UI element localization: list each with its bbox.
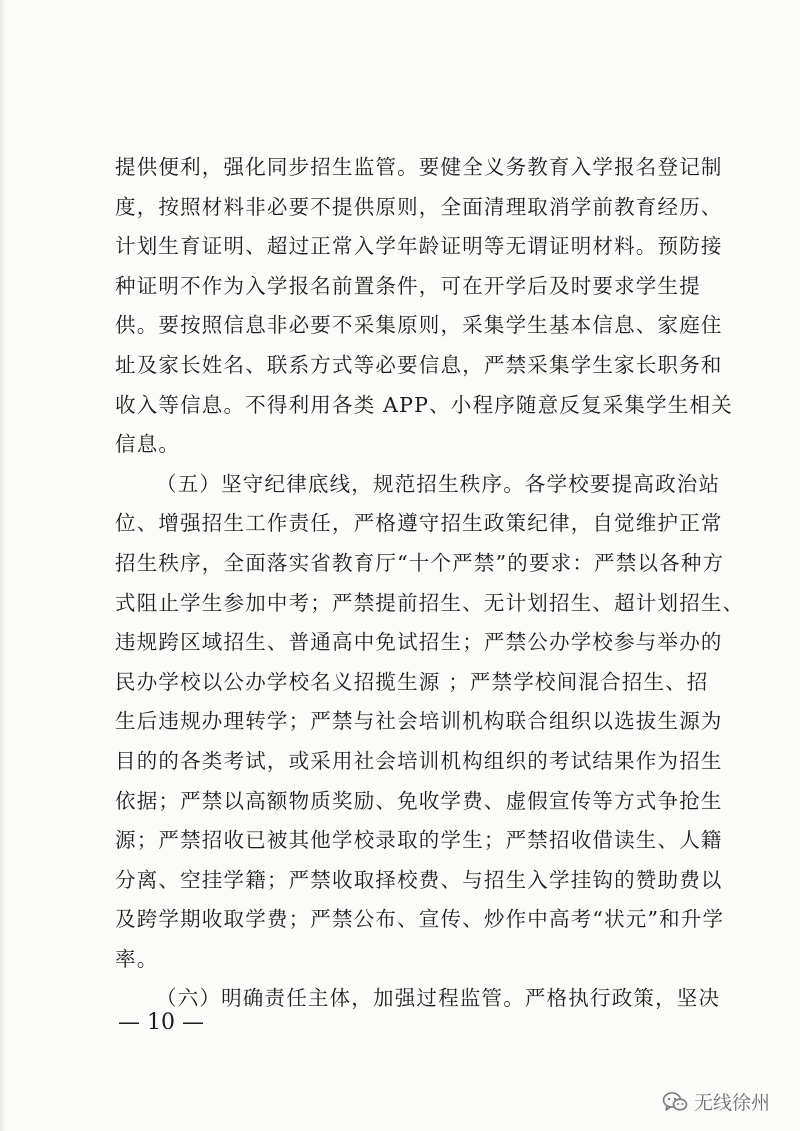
text-line: 生后违规办理转学；严禁与社会培训机构联合组织以选拔生源为: [115, 709, 723, 734]
text-line: （五）坚守纪律底线，规范招生秩序。各学校要提高政治站: [156, 471, 721, 496]
text-line: 及跨学期收取学费；严禁公布、宣传、炒作中高考“状元”和升学: [115, 907, 725, 932]
text-line: 位、增强招生工作责任，严格遵守招生政策纪律，自觉维护正常: [115, 511, 723, 536]
text-line: 招生秩序，全面落实省教育厅“十个严禁”的要求：严禁以各种方: [115, 550, 725, 575]
watermark-label: 无线徐州: [693, 1092, 770, 1114]
text-line: 率。: [115, 946, 159, 971]
text-line: 种证明不作为入学报名前置条件，可在开学后及时要求学生提: [115, 273, 701, 298]
text-line: 提供便利，强化同步招生监管。要健全义务教育入学报名登记制: [115, 155, 723, 179]
text-line: （六）明确责任主体，加强过程监管。严格执行政策，坚决: [156, 986, 721, 1011]
text-line: 分离、空挂学籍；严禁收取择校费、与招生入学挂钩的赞助费以: [115, 867, 723, 892]
watermark: [662, 1088, 770, 1115]
text-line: 信息。: [115, 432, 181, 457]
text-line: 式阻止学生参加中考；严禁提前招生、无计划招生、超计划招生、: [115, 590, 745, 615]
wechat-icon: [662, 1091, 688, 1113]
page-number: — 10 —: [118, 1010, 204, 1035]
page-edge-shadow: [0, 0, 6, 1131]
text-line: 收入等信息。不得利用各类 APP、小程序随意反复采集学生相关: [115, 392, 733, 417]
text-line: 民办学校以公办学校名义招揽生源 ；严禁学校间混合招生、招: [115, 669, 709, 694]
text-line: 违规跨区域招生、普通高中免试招生；严禁公办学校参与举办的: [115, 630, 723, 655]
text-line: 源；严禁招收已被其他学校录取的学生；严禁招收借读生、人籍: [115, 828, 723, 853]
text-line: 依据；严禁以高额物质奖励、免收学费、虚假宣传等方式争抢生: [115, 788, 723, 813]
body-text: [115, 148, 745, 1019]
text-line: 目的的各类考试，或采用社会培训机构组织的考试结果作为招生: [115, 748, 723, 773]
text-line: 度，按照材料非必要不提供原则，全面清理取消学前教育经历、: [115, 194, 723, 219]
text-line: 供。要按照信息非必要不采集原则，采集学生基本信息、家庭住: [115, 313, 723, 338]
text-line: 址及家长姓名、联系方式等必要信息，严禁采集学生家长职务和: [115, 352, 723, 377]
text-line: 计划生育证明、超过正常入学年龄证明等无谓证明材料。预防接: [115, 234, 723, 259]
